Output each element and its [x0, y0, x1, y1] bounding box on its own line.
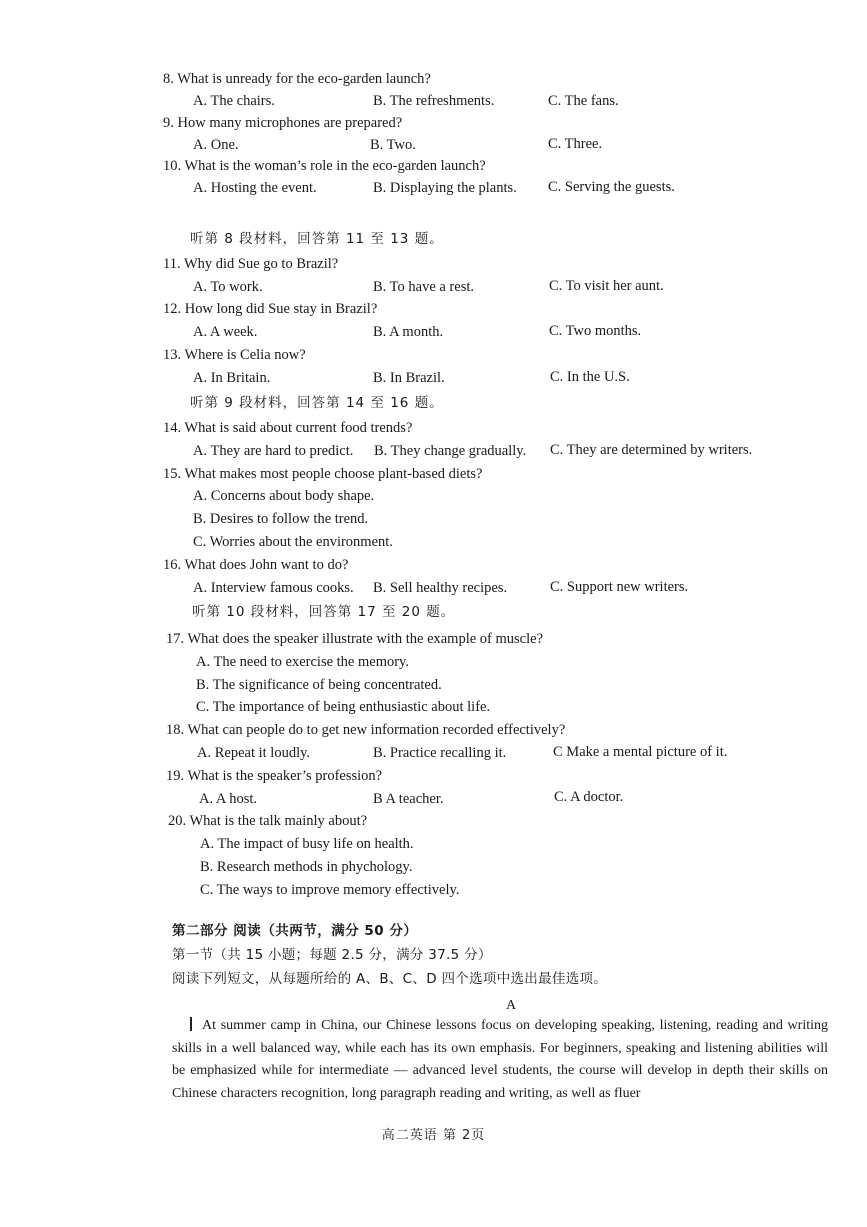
q15-option-b: B. Desires to follow the trend.: [193, 511, 369, 527]
q12-option-a: A. A week.: [193, 324, 258, 340]
q18-option-c: C Make a mental picture of it.: [553, 744, 728, 760]
q11-option-c: C. To visit her aunt.: [549, 278, 664, 294]
q16-option-a: A. Interview famous cooks.: [193, 580, 354, 596]
segment-10-instruction: 听第 10 段材料，回答第 17 至 20 题。: [192, 604, 456, 620]
question-8: 8. What is unready for the eco-garden launch?: [163, 71, 431, 87]
passage-a: [172, 1015, 828, 1105]
q12-option-c: C. Two months.: [549, 323, 642, 339]
q17-option-a: A. The need to exercise the memory.: [196, 654, 409, 670]
question-17: 17. What does the speaker illustrate with the example of muscle?: [166, 631, 544, 647]
question-16: 16. What does John want to do?: [163, 557, 349, 573]
segment-9-instruction: 听第 9 段材料，回答第 14 至 16 题。: [190, 395, 444, 411]
q14-option-b: B. They change gradually.: [374, 443, 527, 459]
q13-option-c: C. In the U.S.: [550, 369, 630, 385]
q15-option-a: A. Concerns about body shape.: [193, 488, 375, 504]
q8-option-c: C. The fans.: [548, 93, 619, 109]
q8-option-a: A. The chairs.: [193, 93, 275, 109]
q11-option-b: B. To have a rest.: [373, 279, 474, 295]
question-13: 13. Where is Celia now?: [163, 347, 306, 363]
question-11: 11. Why did Sue go to Brazil?: [163, 256, 339, 272]
question-20: 20. What is the talk mainly about?: [168, 813, 368, 829]
q14-option-c: C. They are determined by writers.: [550, 442, 753, 458]
passage-label: A: [506, 998, 517, 1013]
q13-option-b: B. In Brazil.: [373, 370, 445, 386]
q12-option-b: B. A month.: [373, 324, 444, 340]
q19-option-a: A. A host.: [199, 791, 258, 807]
q8-option-b: B. The refreshments.: [373, 93, 495, 109]
part-2-directions: 阅读下列短文，从每题所给的 A、B、C、D 四个选项中选出最佳选项。: [172, 971, 608, 987]
question-15: 15. What makes most people choose plant-based diets?: [163, 466, 483, 482]
q10-option-c: C. Serving the guests.: [548, 179, 675, 195]
question-9: 9. How many microphones are prepared?: [163, 115, 403, 131]
q18-option-a: A. Repeat it loudly.: [197, 745, 311, 761]
q13-option-a: A. In Britain.: [193, 370, 271, 386]
q18-option-b: B. Practice recalling it.: [373, 745, 507, 761]
page-footer: 高二英语 第 2页: [381, 1128, 486, 1143]
q20-option-c: C. The ways to improve memory effectively.: [200, 882, 460, 898]
part-2-section-1: 第一节（共 15 小题；每题 2.5 分，满分 37.5 分）: [172, 947, 492, 963]
q9-option-a: A. One.: [193, 137, 239, 153]
question-10: 10. What is the woman’s role in the eco-garden launch?: [163, 158, 486, 174]
q14-option-a: A. They are hard to predict.: [193, 443, 354, 459]
q20-option-b: B. Research methods in phychology.: [200, 859, 413, 875]
question-19: 19. What is the speaker’s profession?: [166, 768, 383, 784]
question-12: 12. How long did Sue stay in Brazil?: [163, 301, 378, 317]
q17-option-c: C. The importance of being enthusiastic about life.: [196, 699, 491, 715]
q19-option-b: B A teacher.: [373, 791, 444, 807]
q10-option-a: A. Hosting the event.: [193, 180, 317, 196]
q16-option-c: C. Support new writers.: [550, 579, 689, 595]
q10-option-b: B. Displaying the plants.: [373, 180, 517, 196]
q11-option-a: A. To work.: [193, 279, 263, 295]
q16-option-b: B. Sell healthy recipes.: [373, 580, 508, 596]
q20-option-a: A. The impact of busy life on health.: [200, 836, 414, 852]
margin-bar-mark: [190, 1017, 192, 1031]
question-14: 14. What is said about current food trends?: [163, 420, 413, 436]
q17-option-b: B. The significance of being concentrated.: [196, 677, 442, 693]
part-2-title: 第二部分 阅读（共两节，满分 50 分）: [172, 923, 418, 939]
q9-option-c: C. Three.: [548, 136, 603, 152]
segment-8-instruction: 听第 8 段材料，回答第 11 至 13 题。: [190, 231, 444, 247]
passage-a-text: At summer camp in China, our Chinese lessons focus on developing speaking, listening, reading and writing skills in a well balanced way, while each has its own emphasis. For beginners, speaking and listening abilities will be emphasized while for intermediate — advanced level students, the course will develop in depth their skills on Chinese characters recognition, long paragraph reading and writing, as well as fluer: [172, 1018, 828, 1101]
question-18: 18. What can people do to get new information recorded effectively?: [166, 722, 566, 738]
q19-option-c: C. A doctor.: [554, 789, 624, 805]
q9-option-b: B. Two.: [370, 137, 416, 153]
q15-option-c: C. Worries about the environment.: [193, 534, 393, 550]
